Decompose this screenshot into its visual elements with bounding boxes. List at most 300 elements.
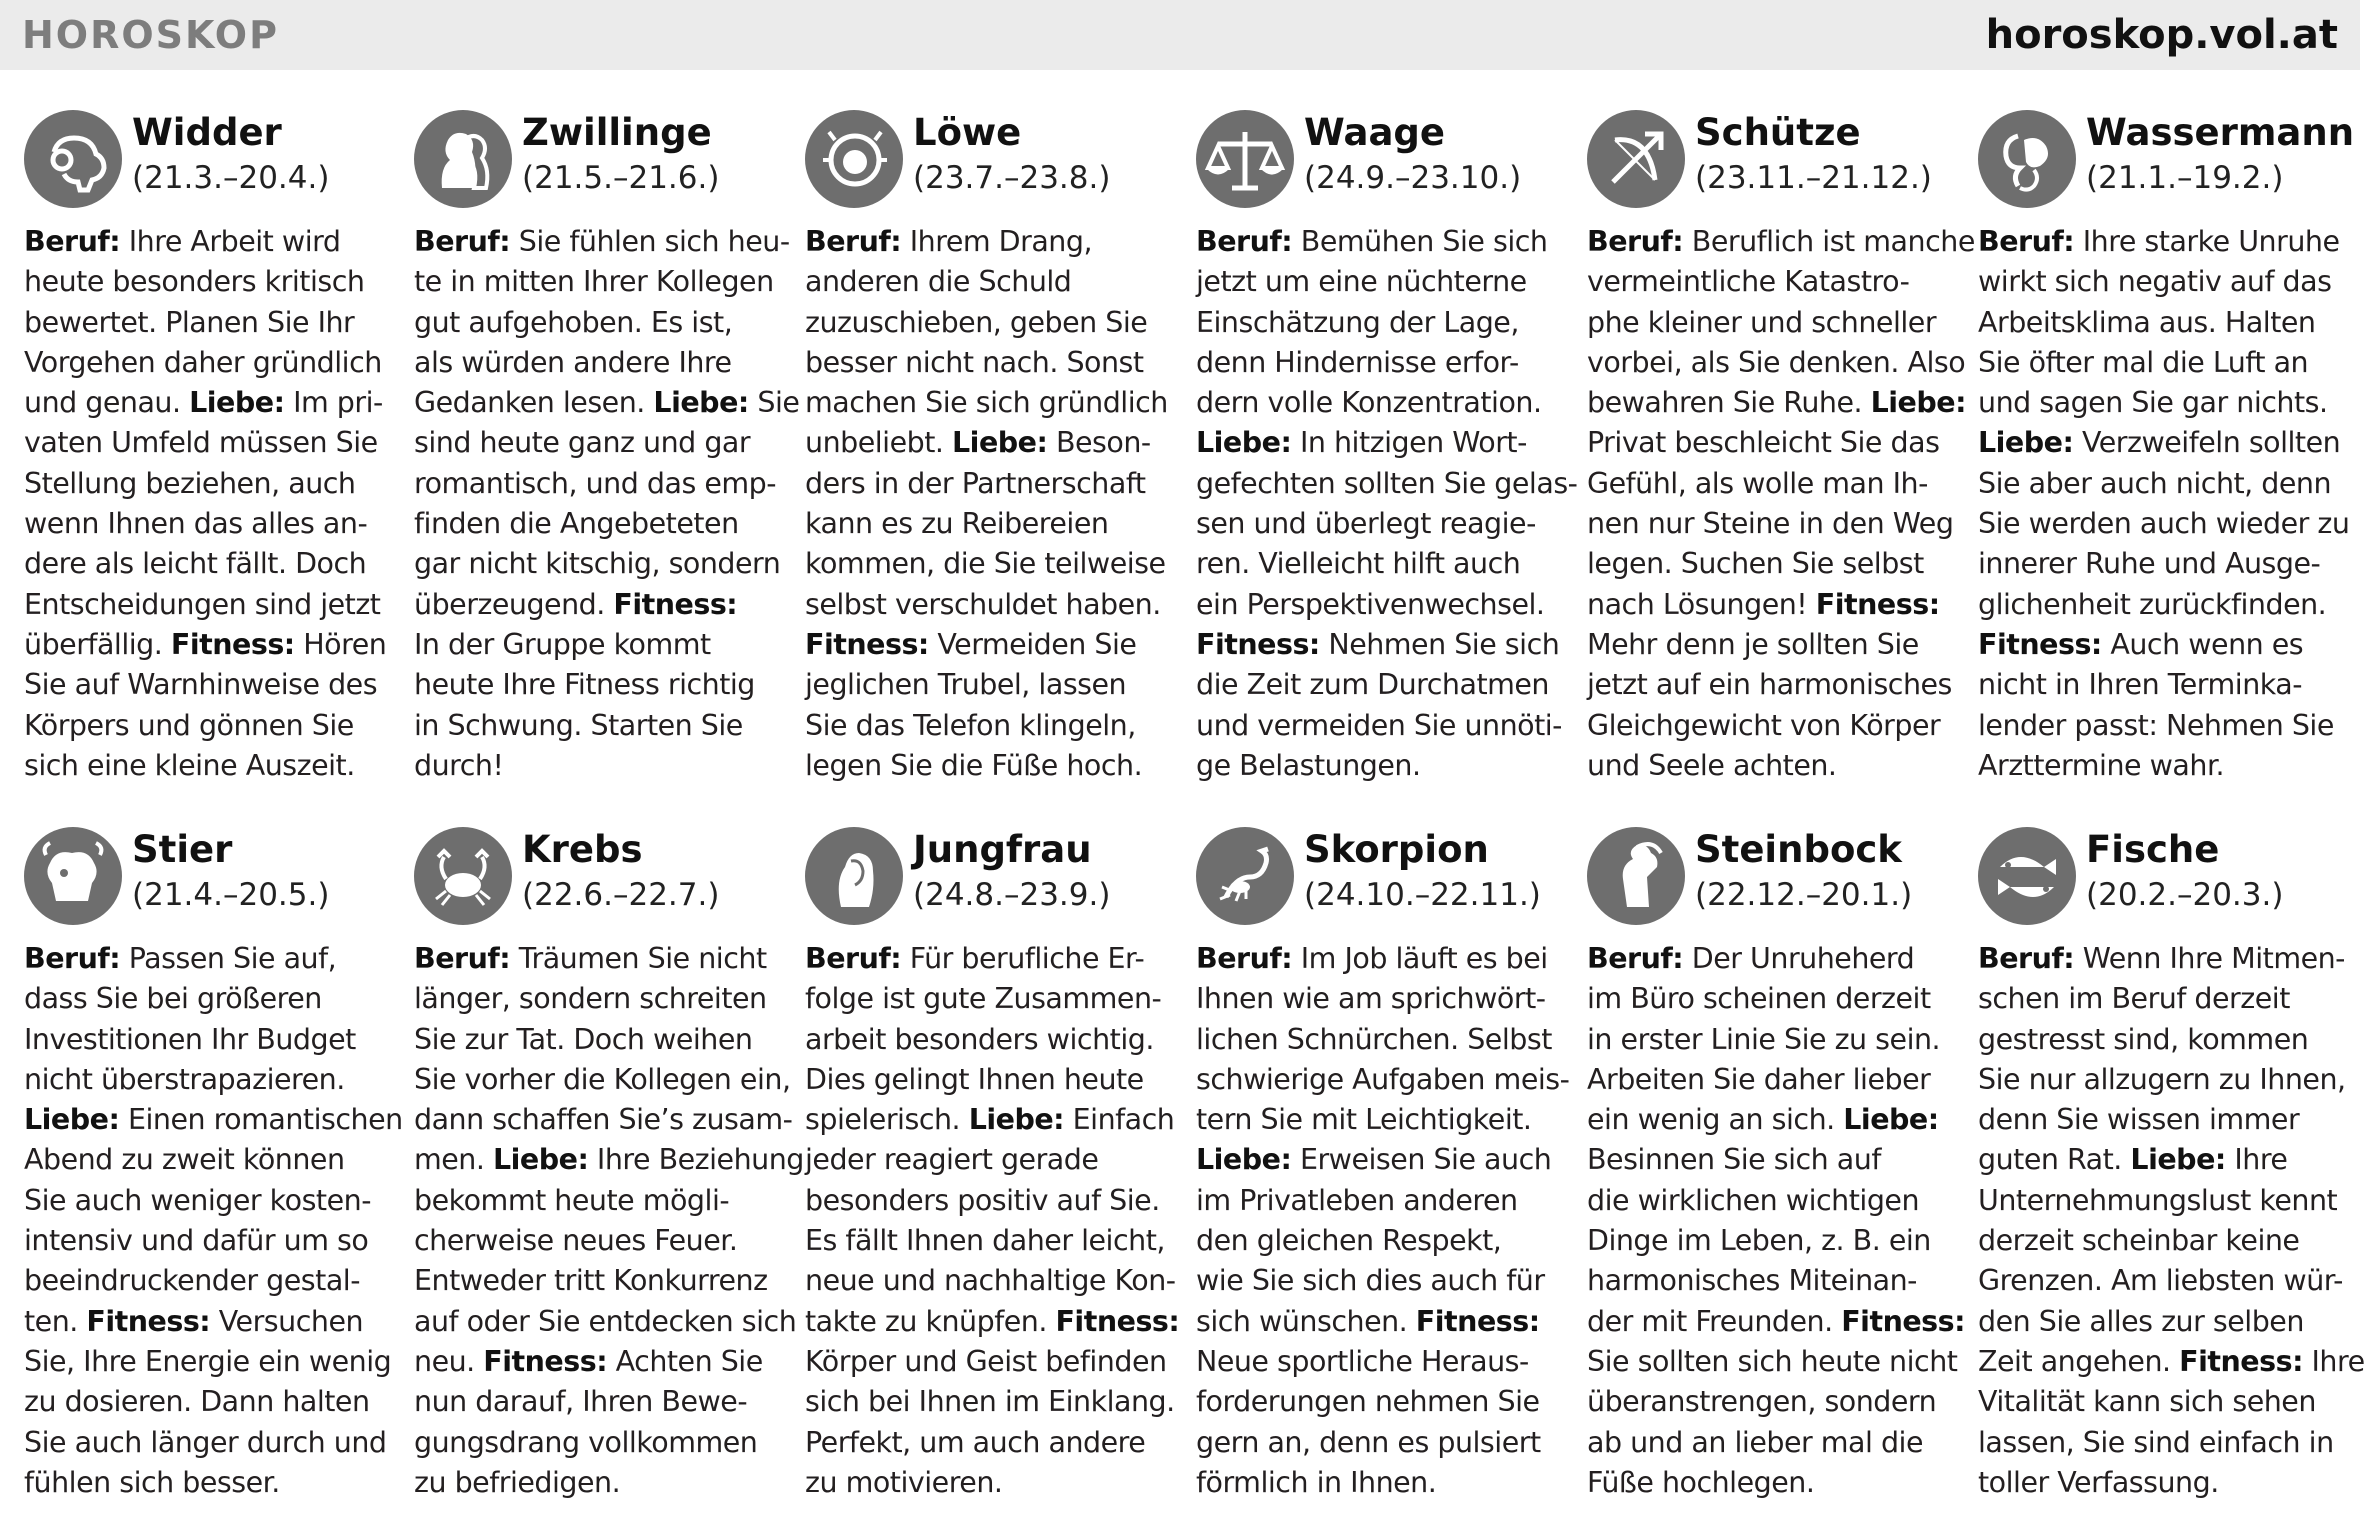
category-label: Fitness: bbox=[1415, 1304, 1540, 1338]
text-segment: jeglichen Trubel, lassen bbox=[805, 668, 1127, 702]
text-segment: beeindruckender gestal- bbox=[24, 1264, 360, 1298]
sign-date-range: (24.10.–22.11.) bbox=[1304, 877, 1541, 913]
horoscope-text bbox=[1587, 222, 1975, 786]
text-line bbox=[805, 1463, 1173, 1503]
text-segment: Einen romantischen bbox=[119, 1103, 403, 1137]
text-segment: wenn Ihnen das alles an- bbox=[24, 507, 368, 541]
category-label: Beruf: bbox=[414, 225, 511, 258]
text-segment: und sagen Sie gar nichts. bbox=[1978, 386, 2328, 420]
text-line bbox=[805, 625, 1173, 665]
text-line bbox=[1196, 1181, 1564, 1221]
category-label: Fitness: bbox=[1055, 1304, 1180, 1338]
text-segment: Neue sportliche Heraus- bbox=[1196, 1344, 1529, 1378]
text-segment: forderungen nehmen Sie bbox=[1196, 1385, 1540, 1419]
text-segment: tern Sie mit Leichtigkeit. bbox=[1196, 1103, 1532, 1137]
text-line bbox=[24, 1221, 392, 1261]
category-label: Liebe: bbox=[1870, 386, 1967, 420]
text-segment: Gefühl, als wolle man Ih- bbox=[1587, 466, 1928, 500]
text-segment: gut aufgehoben. Es ist, bbox=[414, 305, 733, 339]
category-label: Beruf: bbox=[24, 942, 121, 975]
text-segment: und vermeiden Sie unnöti- bbox=[1196, 708, 1562, 742]
text-line bbox=[805, 939, 1173, 979]
text-segment: Ihre starke Unruhe bbox=[2074, 225, 2340, 258]
text-segment: arbeit besonders wichtig. bbox=[805, 1022, 1154, 1056]
text-line bbox=[1587, 1181, 1955, 1221]
text-line bbox=[1196, 746, 1564, 786]
text-segment: ab und an lieber mal die bbox=[1587, 1425, 1923, 1459]
text-segment: im Privatleben anderen bbox=[1196, 1183, 1518, 1217]
text-segment: glichenheit zurückfinden. bbox=[1978, 587, 2327, 621]
category-label: Beruf: bbox=[1196, 942, 1293, 975]
text-line bbox=[24, 262, 392, 302]
text-segment: ge Belastungen. bbox=[1196, 748, 1421, 782]
text-segment: Nehmen Sie sich bbox=[1319, 627, 1560, 661]
text-line bbox=[414, 343, 782, 383]
text-line bbox=[24, 1020, 392, 1060]
text-segment: Arbeiten Sie daher lieber bbox=[1587, 1062, 1931, 1096]
text-segment: sich bei Ihnen im Einklang. bbox=[805, 1385, 1175, 1419]
text-line bbox=[414, 1382, 782, 1422]
sign-name: Zwillinge bbox=[522, 111, 712, 154]
pisces-fish-icon bbox=[1978, 827, 2076, 925]
text-line bbox=[24, 383, 392, 423]
text-segment: Arzttermine wahr. bbox=[1978, 748, 2225, 782]
header-bar bbox=[0, 0, 2360, 70]
text-segment: Körper und Geist befinden bbox=[805, 1344, 1167, 1378]
text-line bbox=[1978, 464, 2346, 504]
text-segment: Sie auch weniger kosten- bbox=[24, 1183, 371, 1217]
text-line bbox=[1978, 343, 2346, 383]
text-line bbox=[1978, 625, 2346, 665]
sign-name: Schütze bbox=[1695, 111, 1861, 154]
text-line bbox=[805, 665, 1173, 705]
sign-name: Stier bbox=[132, 828, 233, 871]
text-line bbox=[1196, 1463, 1564, 1503]
text-line bbox=[1196, 1060, 1570, 1100]
virgo-maiden-icon bbox=[805, 827, 903, 925]
text-segment: Entweder tritt Konkurrenz bbox=[414, 1264, 768, 1298]
text-segment: Im Job läuft es bei bbox=[1292, 942, 1548, 975]
text-line bbox=[1978, 1181, 2346, 1221]
category-label: Beruf: bbox=[805, 225, 902, 258]
sign-date-range: (24.8.–23.9.) bbox=[913, 877, 1111, 913]
text-segment: Perfekt, um auch andere bbox=[805, 1425, 1146, 1459]
text-line bbox=[1587, 504, 1955, 544]
category-label: Fitness: bbox=[1196, 627, 1320, 661]
text-line bbox=[414, 625, 782, 665]
text-line bbox=[1587, 423, 1955, 463]
text-segment: Bemühen Sie sich bbox=[1292, 225, 1548, 258]
category-label: Beruf: bbox=[1978, 942, 2075, 975]
text-segment: Unternehmungslust kennt bbox=[1978, 1183, 2338, 1217]
text-line bbox=[1978, 585, 2346, 625]
sign-widder bbox=[24, 110, 392, 810]
text-line bbox=[414, 423, 782, 463]
text-line bbox=[1978, 1020, 2346, 1060]
text-segment: lichen Schnürchen. Selbst bbox=[1196, 1022, 1552, 1056]
text-line bbox=[1196, 343, 1564, 383]
text-segment: förmlich in Ihnen. bbox=[1196, 1465, 1437, 1499]
text-line bbox=[24, 979, 392, 1019]
text-segment: nen nur Steine in den Weg bbox=[1587, 507, 1954, 541]
text-segment: Passen Sie auf, bbox=[120, 942, 337, 975]
text-line bbox=[1978, 1382, 2346, 1422]
sign-name: Fische bbox=[2086, 828, 2220, 871]
text-segment: finden die Angebeteten bbox=[414, 507, 739, 541]
text-segment: Ihrem Drang, bbox=[901, 225, 1093, 258]
text-segment: dass Sie bei größeren bbox=[24, 982, 322, 1016]
text-line bbox=[1587, 979, 1955, 1019]
text-line bbox=[1196, 979, 1564, 1019]
text-segment: gern an, denn es pulsiert bbox=[1196, 1425, 1541, 1459]
text-segment: Körpers und gönnen Sie bbox=[24, 708, 354, 742]
text-line bbox=[24, 1342, 392, 1382]
text-segment: neu. bbox=[414, 1344, 484, 1378]
text-segment: spielerisch. bbox=[805, 1103, 969, 1137]
sign-waage bbox=[1196, 110, 1578, 810]
category-label: Fitness: bbox=[1841, 1304, 1966, 1338]
text-line bbox=[24, 343, 392, 383]
text-line bbox=[1587, 1423, 1955, 1463]
text-line bbox=[1978, 1423, 2346, 1463]
text-line bbox=[1978, 979, 2346, 1019]
text-line bbox=[805, 1423, 1173, 1463]
text-segment: cherweise neues Feuer. bbox=[414, 1224, 738, 1258]
text-segment: gestresst sind, kommen bbox=[1978, 1022, 2309, 1056]
text-line bbox=[1587, 262, 1955, 302]
text-segment: besser nicht nach. Sonst bbox=[805, 345, 1144, 379]
horoscope-text bbox=[414, 222, 800, 786]
category-label: Liebe: bbox=[1843, 1103, 1939, 1137]
category-label: Fitness: bbox=[86, 1304, 211, 1338]
text-line bbox=[24, 585, 392, 625]
horoscope-text bbox=[1978, 939, 2365, 1503]
text-segment: dere als leicht fällt. Doch bbox=[24, 547, 367, 581]
text-segment: die wirklichen wichtigen bbox=[1587, 1183, 1920, 1217]
text-line bbox=[1196, 1140, 1564, 1180]
category-label: Liebe: bbox=[968, 1103, 1065, 1137]
text-segment: vorbei, als Sie denken. Also bbox=[1587, 345, 1966, 379]
text-line bbox=[805, 585, 1173, 625]
text-segment: In der Gruppe kommt bbox=[414, 627, 711, 661]
text-line bbox=[24, 1140, 392, 1180]
horoscope-text bbox=[805, 222, 1173, 786]
text-segment: überanstrengen, sondern bbox=[1587, 1385, 1937, 1419]
text-segment: denn Sie wissen immer bbox=[1978, 1103, 2300, 1137]
text-line bbox=[1978, 1140, 2346, 1180]
capricorn-ibex-icon bbox=[1587, 827, 1685, 925]
text-segment: fühlen sich besser. bbox=[24, 1465, 280, 1499]
text-line bbox=[24, 544, 392, 584]
text-line bbox=[24, 222, 392, 262]
sign-skorpion bbox=[1196, 827, 1570, 1527]
sign-date-range: (22.6.–22.7.) bbox=[522, 877, 720, 913]
text-segment: gungsdrang vollkommen bbox=[414, 1425, 758, 1459]
category-label: Liebe: bbox=[2130, 1143, 2226, 1177]
text-line bbox=[1587, 1382, 1955, 1422]
text-line bbox=[24, 1423, 392, 1463]
text-segment: jeder reagiert gerade bbox=[805, 1143, 1099, 1177]
text-segment: zu motivieren. bbox=[805, 1465, 1003, 1499]
text-segment: überfällig. bbox=[24, 627, 171, 661]
text-line bbox=[1196, 939, 1564, 979]
text-segment: legen Sie die Füße hoch. bbox=[805, 748, 1143, 782]
text-line bbox=[1196, 303, 1564, 343]
text-segment: Versuchen bbox=[210, 1304, 364, 1338]
text-line bbox=[24, 423, 392, 463]
text-line bbox=[805, 1140, 1173, 1180]
text-line bbox=[805, 383, 1173, 423]
text-segment: dann schaffen Sie’s zusam- bbox=[414, 1103, 793, 1137]
text-line bbox=[1587, 625, 1955, 665]
text-line bbox=[1978, 222, 2346, 262]
text-segment: den gleichen Respekt, bbox=[1196, 1224, 1502, 1258]
text-line bbox=[414, 1020, 782, 1060]
sign-krebs bbox=[414, 827, 804, 1527]
text-line bbox=[1196, 1221, 1564, 1261]
sign-stier bbox=[24, 827, 403, 1527]
text-segment: Vermeiden Sie bbox=[928, 627, 1137, 661]
text-segment: der mit Freunden. bbox=[1587, 1304, 1842, 1338]
text-line bbox=[1978, 1100, 2346, 1140]
category-label: Liebe: bbox=[1196, 1143, 1292, 1177]
category-label: Fitness: bbox=[483, 1344, 608, 1378]
text-segment: dern volle Konzentration. bbox=[1196, 386, 1542, 420]
text-segment: ren. Vielleicht hilft auch bbox=[1196, 547, 1521, 581]
text-line bbox=[1587, 665, 1955, 705]
category-label: Fitness: bbox=[613, 587, 738, 621]
text-line bbox=[414, 222, 790, 262]
text-segment: und Seele achten. bbox=[1587, 748, 1837, 782]
text-line bbox=[414, 1140, 804, 1180]
text-segment: Der Unruheherd bbox=[1683, 942, 1915, 975]
text-segment: guten Rat. bbox=[1978, 1143, 2131, 1177]
text-line bbox=[24, 1100, 403, 1140]
text-line bbox=[414, 746, 782, 786]
text-line bbox=[1978, 939, 2346, 979]
text-segment: Sie vorher die Kollegen ein, bbox=[414, 1062, 791, 1096]
text-segment: gar nicht kitschig, sondern bbox=[414, 547, 781, 581]
text-line bbox=[1978, 544, 2346, 584]
text-segment: Ihre bbox=[2302, 1344, 2365, 1378]
text-segment: Besinnen Sie sich auf bbox=[1587, 1143, 1881, 1177]
text-segment: toller Verfassung. bbox=[1978, 1465, 2219, 1499]
text-segment: schwierige Aufgaben meis- bbox=[1196, 1062, 1570, 1096]
text-line bbox=[24, 706, 392, 746]
text-line bbox=[1978, 423, 2346, 463]
text-segment: Sie bbox=[748, 386, 800, 420]
category-label: Liebe: bbox=[1978, 426, 2074, 460]
text-line bbox=[414, 504, 782, 544]
text-segment: Wenn Ihre Mitmen- bbox=[2074, 942, 2345, 975]
text-line bbox=[24, 746, 392, 786]
text-segment: Sie aber auch nicht, denn bbox=[1978, 466, 2332, 500]
text-segment: zu befriedigen. bbox=[414, 1465, 621, 1499]
text-line bbox=[414, 979, 782, 1019]
text-line bbox=[1978, 706, 2346, 746]
text-line bbox=[414, 544, 782, 584]
text-line bbox=[414, 1463, 782, 1503]
text-line bbox=[1587, 1302, 1966, 1342]
text-line bbox=[805, 1261, 1176, 1301]
text-segment: länger, sondern schreiten bbox=[414, 982, 767, 1016]
text-segment: Füße hochlegen. bbox=[1587, 1465, 1815, 1499]
text-line bbox=[1196, 262, 1564, 302]
category-label: Liebe: bbox=[653, 386, 749, 420]
text-segment: Sie fühlen sich heu- bbox=[510, 225, 790, 258]
sagittarius-bow-icon bbox=[1587, 110, 1685, 208]
text-segment: bewahren Sie Ruhe. bbox=[1587, 386, 1871, 420]
text-segment: in Schwung. Starten Sie bbox=[414, 708, 743, 742]
text-line bbox=[1587, 1140, 1955, 1180]
text-line bbox=[1978, 1221, 2346, 1261]
sign-fische bbox=[1978, 827, 2365, 1527]
text-segment: nicht in Ihren Terminka- bbox=[1978, 668, 2303, 702]
text-line bbox=[1587, 585, 1955, 625]
sign-date-range: (20.2.–20.3.) bbox=[2086, 877, 2284, 913]
text-segment: selbst verschuldet haben. bbox=[805, 587, 1161, 621]
text-line bbox=[24, 303, 392, 343]
sign-date-range: (23.7.–23.8.) bbox=[913, 160, 1111, 196]
text-segment: Sie nur allzugern zu Ihnen, bbox=[1978, 1062, 2346, 1096]
text-line bbox=[805, 222, 1173, 262]
sign-name: Skorpion bbox=[1304, 828, 1489, 871]
leo-lion-icon bbox=[805, 110, 903, 208]
text-segment: Einfach bbox=[1064, 1103, 1175, 1137]
text-segment: Gleichgewicht von Körper bbox=[1587, 708, 1941, 742]
text-segment: kann es zu Reibereien bbox=[805, 507, 1109, 541]
text-segment: unbeliebt. bbox=[805, 426, 953, 460]
text-line bbox=[24, 504, 392, 544]
category-label: Fitness: bbox=[1815, 587, 1940, 621]
text-segment: Vitalität kann sich sehen bbox=[1978, 1385, 2316, 1419]
text-line bbox=[1587, 383, 1967, 423]
text-segment: bekommt heute mögli- bbox=[414, 1183, 730, 1217]
text-segment: Für berufliche Er- bbox=[901, 942, 1145, 975]
text-line bbox=[805, 262, 1173, 302]
text-segment: Beruflich ist manche bbox=[1683, 225, 1975, 258]
text-line bbox=[1196, 1382, 1564, 1422]
text-segment: Sie öfter mal die Luft an bbox=[1978, 345, 2309, 379]
category-label: Liebe: bbox=[24, 1103, 120, 1137]
text-line bbox=[805, 303, 1173, 343]
text-line bbox=[1196, 665, 1564, 705]
text-line bbox=[1196, 1261, 1564, 1301]
text-line bbox=[1587, 544, 1955, 584]
text-line bbox=[1587, 1100, 1955, 1140]
text-segment: Vorgehen daher gründlich bbox=[24, 345, 382, 379]
text-line bbox=[805, 1181, 1173, 1221]
text-segment: zuzuschieben, geben Sie bbox=[805, 305, 1148, 339]
sign-date-range: (21.1.–19.2.) bbox=[2086, 160, 2284, 196]
text-line bbox=[24, 1463, 392, 1503]
text-segment: jetzt um eine nüchterne bbox=[1196, 265, 1527, 299]
text-line bbox=[1196, 423, 1564, 463]
sign-date-range: (22.12.–20.1.) bbox=[1695, 877, 1913, 913]
text-segment: Dinge im Leben, z. B. ein bbox=[1587, 1224, 1931, 1258]
text-segment: Sie zur Tat. Doch weihen bbox=[414, 1022, 753, 1056]
aries-ram-icon bbox=[24, 110, 122, 208]
text-line bbox=[24, 1181, 392, 1221]
text-segment: ten. bbox=[24, 1304, 87, 1338]
text-line bbox=[414, 1181, 782, 1221]
text-line bbox=[1978, 262, 2346, 302]
text-line bbox=[805, 1342, 1173, 1382]
text-segment: vermeintliche Katastro- bbox=[1587, 265, 1910, 299]
horoscope-text bbox=[414, 939, 804, 1503]
text-segment: kommen, die Sie teilweise bbox=[805, 547, 1166, 581]
text-line bbox=[1978, 1463, 2346, 1503]
text-line bbox=[1196, 544, 1564, 584]
text-segment: Privat beschleicht Sie das bbox=[1587, 426, 1940, 460]
text-segment: Zeit angehen. bbox=[1978, 1344, 2180, 1378]
category-label: Liebe: bbox=[492, 1143, 589, 1177]
text-line bbox=[414, 585, 782, 625]
cancer-crab-icon bbox=[414, 827, 512, 925]
category-label: Fitness: bbox=[805, 627, 929, 661]
text-line bbox=[1978, 746, 2346, 786]
text-line bbox=[1978, 504, 2350, 544]
text-segment: phe kleiner und schneller bbox=[1587, 305, 1937, 339]
text-line bbox=[24, 1060, 392, 1100]
text-segment: sind heute ganz und gar bbox=[414, 426, 751, 460]
text-segment: Arbeitsklima aus. Halten bbox=[1978, 305, 2316, 339]
text-line bbox=[414, 1302, 797, 1342]
text-segment: die Zeit zum Durchatmen bbox=[1196, 668, 1549, 702]
text-line bbox=[1196, 585, 1564, 625]
text-line bbox=[805, 979, 1173, 1019]
site-url: horoskop.vol.at bbox=[1985, 12, 2338, 58]
text-line bbox=[414, 464, 782, 504]
text-line bbox=[24, 939, 392, 979]
text-line bbox=[24, 1261, 392, 1301]
text-segment: jetzt auf ein harmonisches bbox=[1587, 668, 1952, 702]
text-line bbox=[1196, 706, 1564, 746]
scorpio-scorpion-icon bbox=[1196, 827, 1294, 925]
category-label: Beruf: bbox=[1196, 225, 1293, 258]
sign-name: Steinbock bbox=[1695, 828, 1902, 871]
text-line bbox=[1587, 1342, 1958, 1382]
text-segment: folge ist gute Zusammen- bbox=[805, 982, 1162, 1016]
text-line bbox=[1978, 1261, 2346, 1301]
text-line bbox=[805, 464, 1173, 504]
text-line bbox=[24, 464, 392, 504]
text-line bbox=[1587, 1221, 1955, 1261]
horoscope-text bbox=[805, 939, 1180, 1503]
text-line bbox=[414, 1342, 782, 1382]
text-segment: den Sie alles zur selben bbox=[1978, 1304, 2304, 1338]
text-line bbox=[414, 665, 782, 705]
text-segment: Es fällt Ihnen daher leicht, bbox=[805, 1224, 1165, 1258]
text-line bbox=[414, 1060, 791, 1100]
text-line bbox=[805, 343, 1173, 383]
text-line bbox=[24, 665, 392, 705]
text-line bbox=[805, 1382, 1173, 1422]
horoscope-text bbox=[24, 222, 392, 786]
text-line bbox=[414, 1261, 782, 1301]
text-line bbox=[1587, 303, 1955, 343]
category-label: Beruf: bbox=[1587, 942, 1684, 975]
text-segment: in erster Linie Sie zu sein. bbox=[1587, 1022, 1941, 1056]
sign-name: Krebs bbox=[522, 828, 643, 871]
text-segment: Ihre bbox=[2225, 1143, 2288, 1177]
text-line bbox=[1587, 1463, 1955, 1503]
aquarius-jug-icon bbox=[1978, 110, 2076, 208]
sign-name: Jungfrau bbox=[913, 828, 1092, 871]
sign-wassermann bbox=[1978, 110, 2355, 810]
text-segment: Sie, Ihre Energie ein wenig bbox=[24, 1344, 392, 1378]
text-segment: anderen die Schuld bbox=[805, 265, 1072, 299]
